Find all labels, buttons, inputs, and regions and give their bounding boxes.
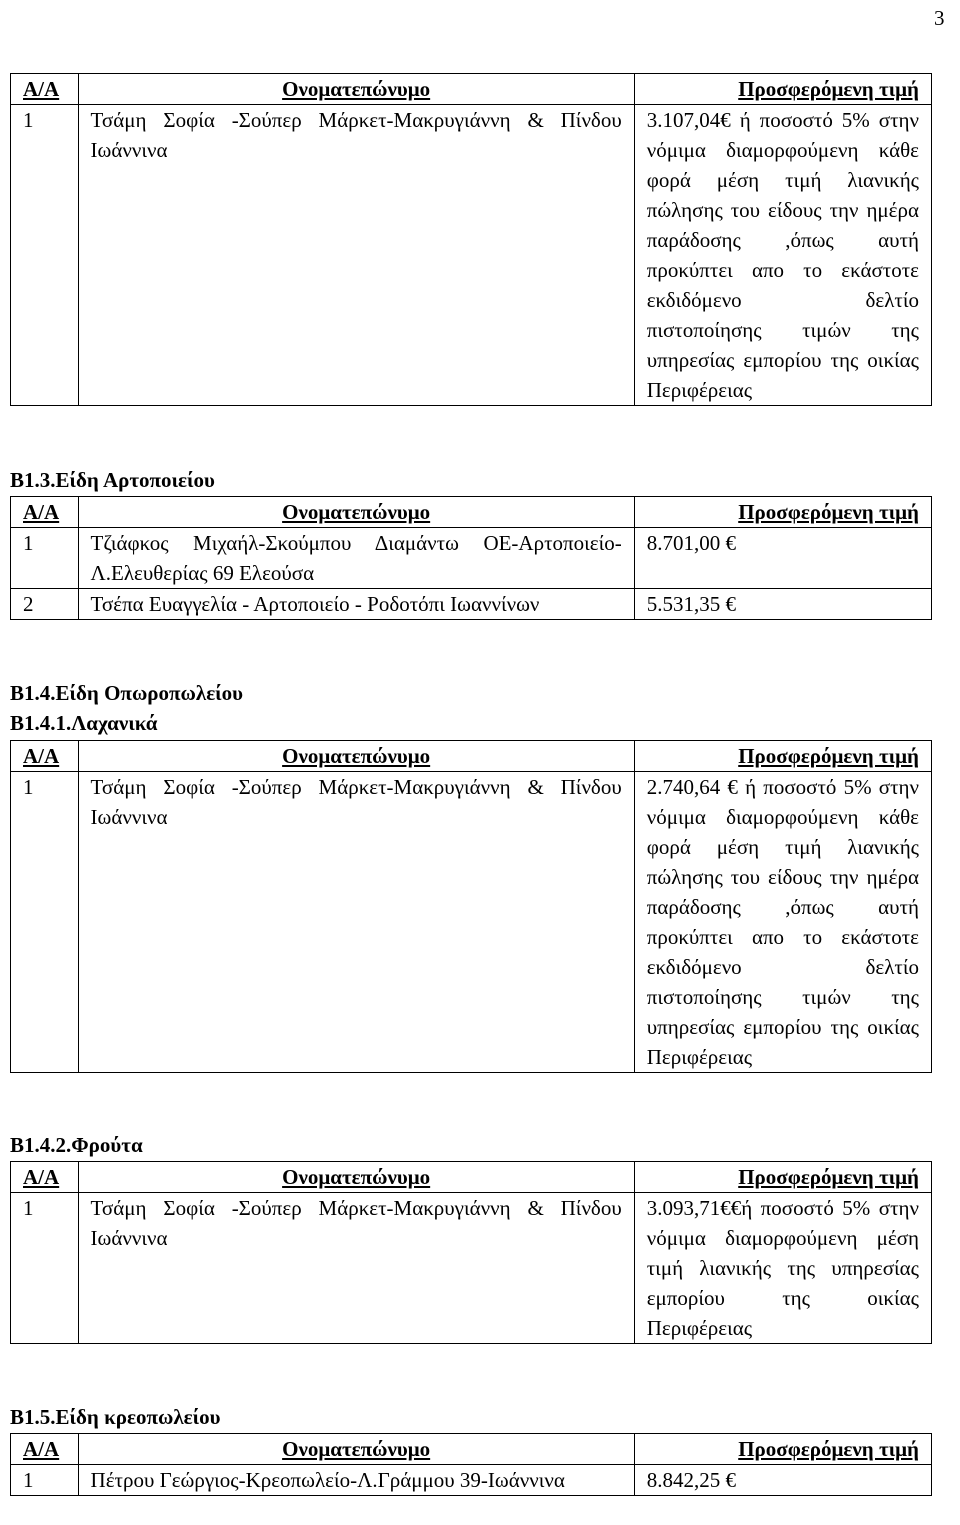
section-title-butcher: Β1.5.Είδη κρεοπωλείου: [10, 1405, 221, 1429]
row-aa: 1: [11, 105, 79, 406]
section-subtitle-vegetables: Β1.4.1.Λαχανικά: [10, 711, 158, 735]
header-price: Προσφερόμενη τιμή: [634, 1162, 931, 1193]
header-price: Προσφερόμενη τιμή: [634, 74, 931, 105]
header-name: Ονοματεπώνυμο: [78, 1434, 634, 1465]
header-name: Ονοματεπώνυμο: [78, 497, 634, 528]
row-aa: 1: [11, 772, 79, 1073]
table-row: [11, 772, 932, 1073]
bid-table-supermarket: [10, 73, 932, 406]
bid-table-vegetables: [10, 740, 932, 1073]
bid-table-butcher: [10, 1433, 932, 1496]
row-aa: 2: [11, 589, 79, 620]
header-name: Ονοματεπώνυμο: [78, 741, 634, 772]
header-aa: Α/Α: [11, 1162, 79, 1193]
page-number: 3: [934, 6, 945, 30]
header-price: Προσφερόμενη τιμή: [634, 741, 931, 772]
table-header-row: [11, 741, 932, 772]
table-header-row: [11, 74, 932, 105]
table-row: [11, 1193, 932, 1344]
header-aa: Α/Α: [11, 74, 79, 105]
table-header-row: [11, 1162, 932, 1193]
row-name: Τσάμη Σοφία -Σούπερ Μάρκετ-Μακρυγιάννη & Πίνδου Ιωάννινα: [78, 105, 634, 406]
header-name: Ονοματεπώνυμο: [78, 1162, 634, 1193]
bid-table-fruits: [10, 1161, 932, 1344]
table-header-row: [11, 497, 932, 528]
bid-table-bakery: [10, 496, 932, 620]
row-aa: 1: [11, 1465, 79, 1496]
table-row: [11, 528, 932, 589]
section-title-fruits: Β1.4.2.Φρούτα: [10, 1133, 143, 1157]
row-name: Τσάμη Σοφία -Σούπερ Μάρκετ-Μακρυγιάννη & Πίνδου Ιωάννινα: [78, 1193, 634, 1344]
table-header-row: [11, 1434, 932, 1465]
header-aa: Α/Α: [11, 1434, 79, 1465]
row-aa: 1: [11, 1193, 79, 1344]
row-price: 2.740,64 € ή ποσοστό 5% στην νόμιμα διαμορφούμενη κάθε φορά μέση τιμή λιανικής πώλησης του είδους την ημέρα παράδοσης ,όπως αυτή προκύπτει απο το εκάστοτε εκδιδόμενο δελτίο πιστοποίησης τιμών της υπηρεσίας εμπορίου της οικίας Περιφέρειας: [634, 772, 931, 1073]
table-row: [11, 589, 932, 620]
row-name: Τζιάφκος Μιχαήλ-Σκούμπου Διαμάντω ΟΕ-Αρτοποιείο-Λ.Ελευθερίας 69 Ελεούσα: [78, 528, 634, 589]
row-aa: 1: [11, 528, 79, 589]
row-price: 3.093,71€€ή ποσοστό 5% στην νόμιμα διαμορφούμενη μέση τιμή λιανικής της υπηρεσίας εμπορίου της οικίας Περιφέρειας: [634, 1193, 931, 1344]
header-aa: Α/Α: [11, 741, 79, 772]
header-aa: Α/Α: [11, 497, 79, 528]
row-price: 3.107,04€ ή ποσοστό 5% στην νόμιμα διαμορφούμενη κάθε φορά μέση τιμή λιανικής πώλησης του είδους την ημέρα παράδοσης ,όπως αυτή προκύπτει απο το εκάστοτε εκδιδόμενο δελτίο πιστοποίησης τιμών της υπηρεσίας εμπορίου της οικίας Περιφέρειας: [634, 105, 931, 406]
table-row: [11, 1465, 932, 1496]
row-price: 8.701,00 €: [634, 528, 931, 589]
header-name: Ονοματεπώνυμο: [78, 74, 634, 105]
row-name: Τσάμη Σοφία -Σούπερ Μάρκετ-Μακρυγιάννη & Πίνδου Ιωάννινα: [78, 772, 634, 1073]
table-row: [11, 105, 932, 406]
section-title-bakery: Β1.3.Είδη Αρτοποιείου: [10, 468, 215, 492]
header-price: Προσφερόμενη τιμή: [634, 497, 931, 528]
row-name: Πέτρου Γεώργιος-Κρεοπωλείο-Λ.Γράμμου 39-Ιωάννινα: [78, 1465, 634, 1496]
row-price: 5.531,35 €: [634, 589, 931, 620]
header-price: Προσφερόμενη τιμή: [634, 1434, 931, 1465]
section-title-fruit-shop: Β1.4.Είδη Οπωροπωλείου: [10, 681, 244, 705]
row-price: 8.842,25 €: [634, 1465, 931, 1496]
row-name: Τσέπα Ευαγγελία - Αρτοποιείο - Ροδοτόπι Ιωαννίνων: [78, 589, 634, 620]
